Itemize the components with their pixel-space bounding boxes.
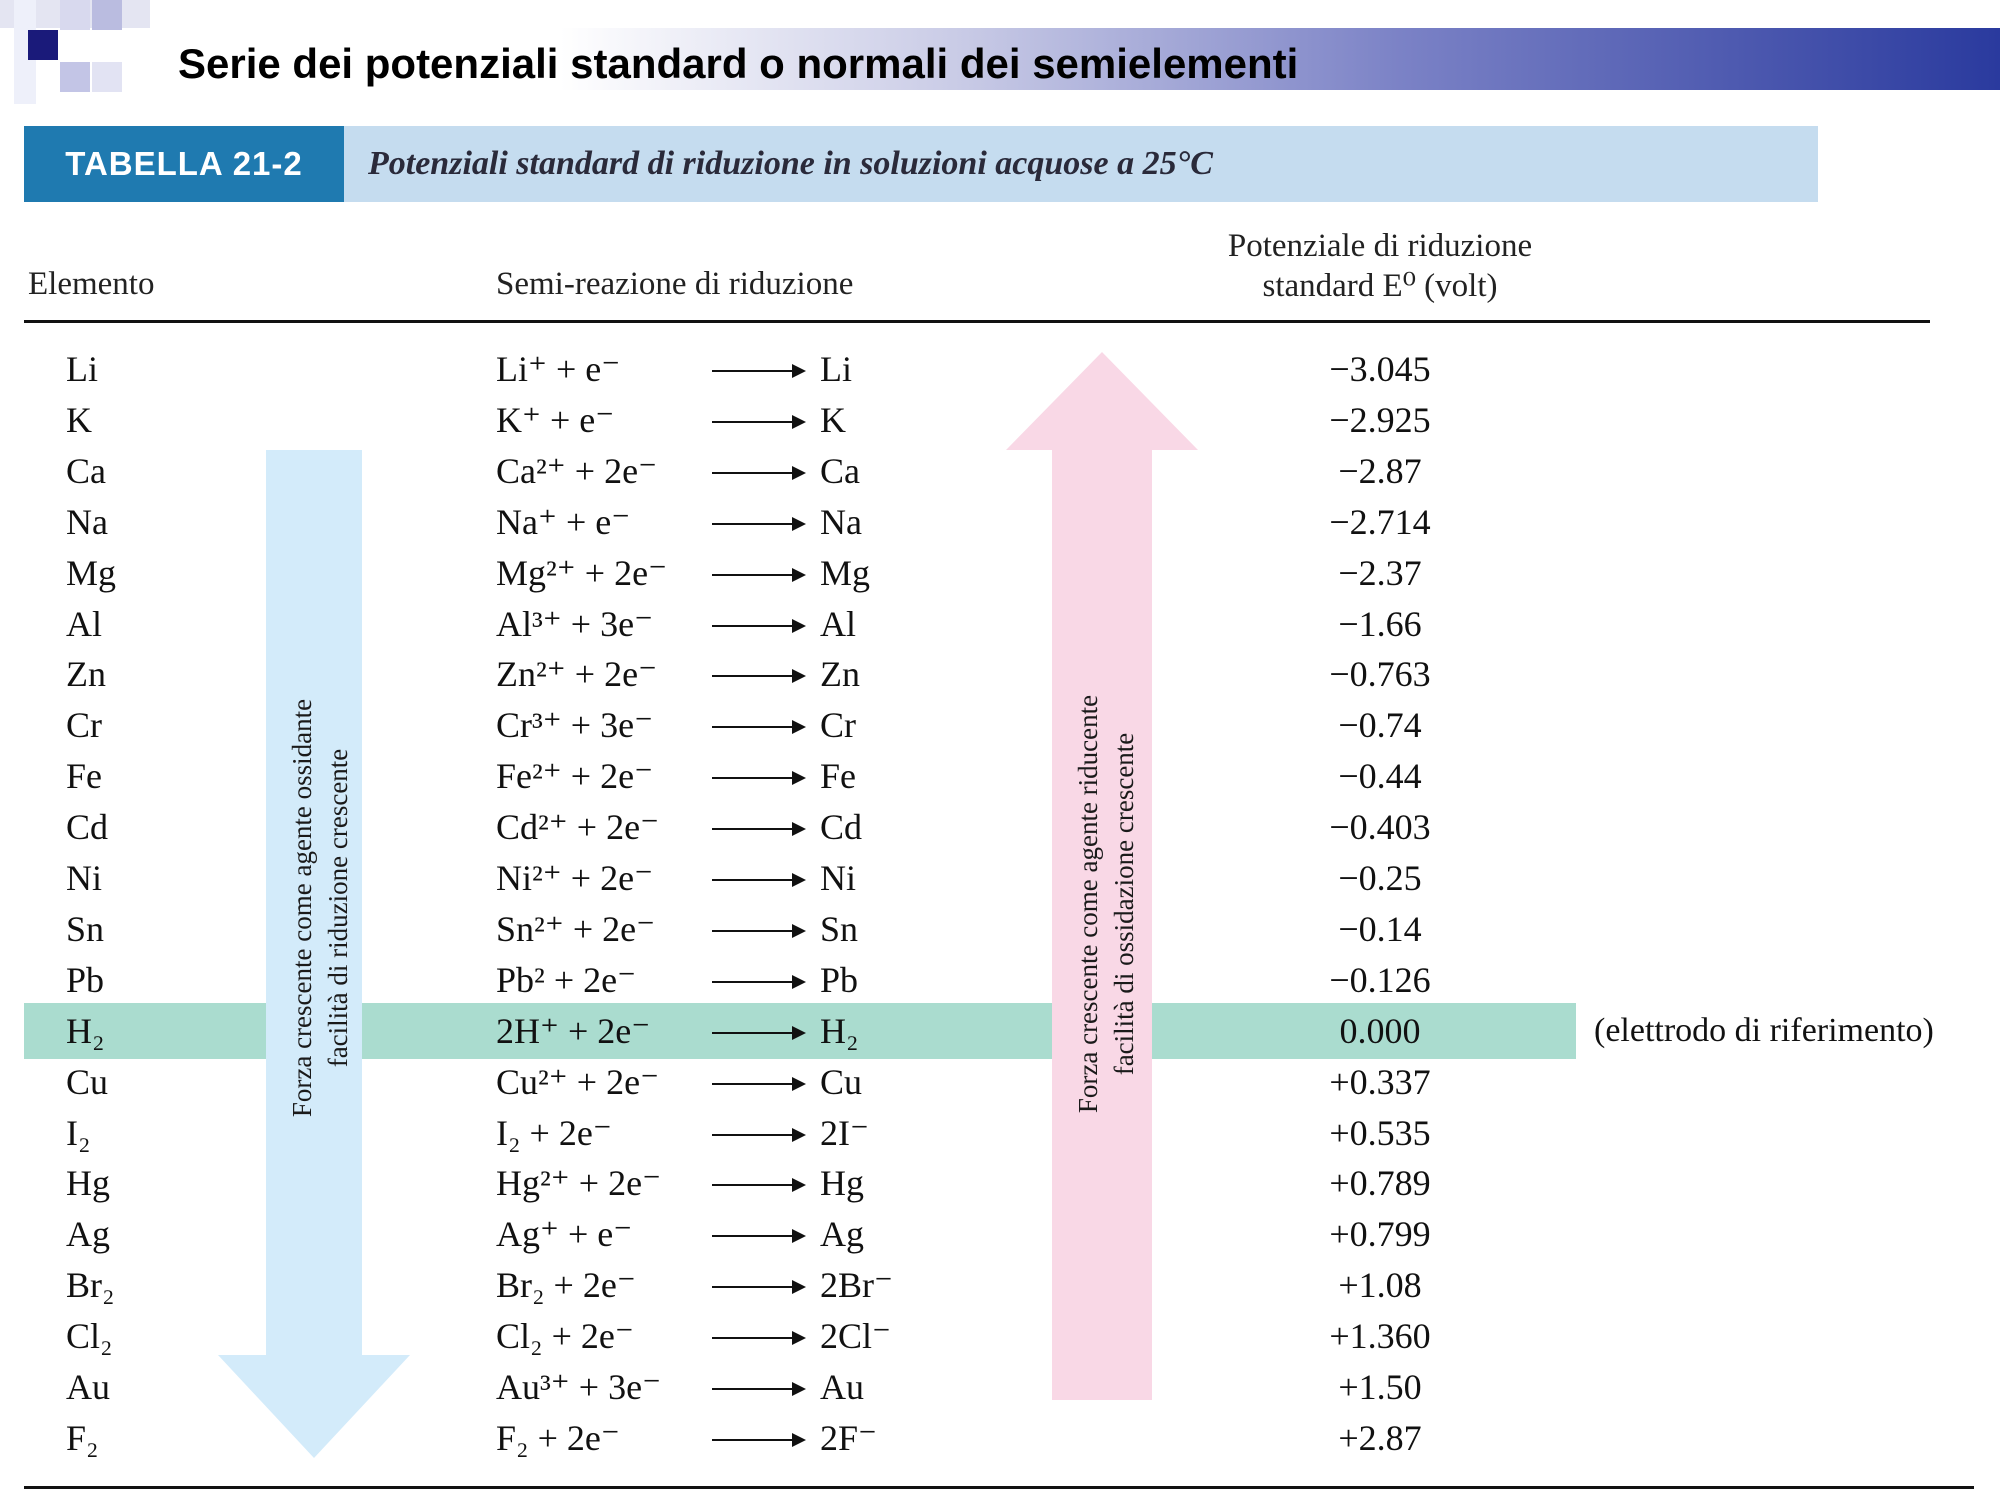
oxidized-form: Cd²⁺ + 2e⁻ (496, 807, 660, 847)
header-rule (24, 320, 1930, 323)
reaction-arrow-icon (712, 1083, 804, 1085)
oxidized-form: Fe²⁺ + 2e⁻ (496, 756, 654, 796)
standard-potential: −2.37 (1338, 553, 1422, 593)
element-symbol: Br₂ (66, 1265, 115, 1305)
reduced-form: Sn (820, 909, 859, 949)
reduced-form: 2Cl⁻ (820, 1316, 892, 1356)
reduced-form: Al (820, 604, 856, 644)
element-symbol: H₂ (66, 1011, 105, 1051)
standard-potential: −0.14 (1338, 909, 1422, 949)
reaction-arrow-icon (712, 1184, 804, 1186)
standard-potential: +0.535 (1329, 1113, 1431, 1153)
table-row (0, 700, 2000, 750)
corner-square-decoration (0, 0, 150, 110)
reaction-arrow-icon (712, 1032, 804, 1034)
oxidized-form: Na⁺ + e⁻ (496, 502, 631, 542)
reduced-form: H₂ (820, 1011, 859, 1051)
table-row (0, 599, 2000, 649)
reaction-arrow-icon (712, 421, 804, 423)
reduced-form: 2I⁻ (820, 1113, 869, 1153)
reduced-form: Li (820, 349, 852, 389)
reaction-arrow-icon (712, 828, 804, 830)
reaction-arrow-icon (712, 472, 804, 474)
standard-potential: −2.87 (1338, 451, 1422, 491)
slide-title: Serie dei potenziali standard o normali dei semielementi (178, 40, 1299, 87)
reduced-form: Cr (820, 705, 856, 745)
element-symbol: Mg (66, 553, 117, 593)
header-potential-line2: standard E⁰ (volt) (1262, 268, 1498, 304)
reaction-arrow-icon (712, 879, 804, 881)
standard-potential: +1.360 (1329, 1316, 1431, 1356)
standard-potential: −1.66 (1338, 604, 1422, 644)
header-potential-line1: Potenziale di riduzione (1227, 228, 1533, 264)
table-row (0, 1209, 2000, 1259)
table-row (0, 649, 2000, 699)
reaction-arrow-icon (712, 370, 804, 372)
reaction-arrow-icon (712, 981, 804, 983)
element-symbol: Li (66, 349, 98, 389)
standard-potential: +2.87 (1338, 1418, 1422, 1458)
table-row (0, 751, 2000, 801)
reduced-form: Ca (820, 451, 860, 491)
oxidized-form: Cl₂ + 2e⁻ (496, 1316, 634, 1356)
oxidized-form: F₂ + 2e⁻ (496, 1418, 620, 1458)
table-row (0, 1362, 2000, 1412)
oxidized-form: Au³⁺ + 3e⁻ (496, 1367, 662, 1407)
element-symbol: Hg (66, 1163, 110, 1203)
table-row (0, 548, 2000, 598)
table-caption: Potenziali standard di riduzione in soluzioni acquose a 25°C (368, 145, 1213, 182)
element-symbol: Ag (66, 1214, 110, 1254)
standard-potential: −0.25 (1338, 858, 1422, 898)
reaction-arrow-icon (712, 1134, 804, 1136)
standard-potential: −0.763 (1329, 654, 1431, 694)
element-symbol: K (66, 400, 92, 440)
oxidized-form: Pb² + 2e⁻ (496, 960, 637, 1000)
element-symbol: Au (66, 1367, 110, 1407)
element-symbol: Cl₂ (66, 1316, 113, 1356)
table-row (0, 802, 2000, 852)
standard-potential: +0.337 (1329, 1062, 1431, 1102)
standard-potential: +1.08 (1338, 1265, 1422, 1305)
oxidized-form: Hg²⁺ + 2e⁻ (496, 1163, 662, 1203)
standard-potential: −3.045 (1329, 349, 1431, 389)
oxidized-form: Sn²⁺ + 2e⁻ (496, 909, 656, 949)
oxidized-form: 2H⁺ + 2e⁻ (496, 1011, 651, 1051)
element-symbol: Cd (66, 807, 109, 847)
table-row (0, 904, 2000, 954)
oxidized-form: Mg²⁺ + 2e⁻ (496, 553, 668, 593)
table-row (0, 1260, 2000, 1310)
standard-potential: −0.126 (1329, 960, 1431, 1000)
reduced-form: Cu (820, 1062, 863, 1102)
bottom-rule (24, 1486, 1974, 1489)
table-row (0, 955, 2000, 1005)
element-symbol: Cr (66, 705, 102, 745)
standard-potential: −0.403 (1329, 807, 1431, 847)
reduced-form: Mg (820, 553, 871, 593)
reaction-arrow-icon (712, 1235, 804, 1237)
oxidizing-strength-line2: facilità di riduzione crescente (323, 748, 353, 1068)
standard-potential: +0.799 (1329, 1214, 1431, 1254)
standard-potential: +1.50 (1338, 1367, 1422, 1407)
header-reaction: Semi-reazione di riduzione (496, 266, 854, 302)
standard-potential: −0.44 (1338, 756, 1422, 796)
element-symbol: I₂ (66, 1113, 91, 1153)
table-row (0, 1108, 2000, 1158)
reduced-form: 2F⁻ (820, 1418, 878, 1458)
element-symbol: F₂ (66, 1418, 99, 1458)
element-symbol: Fe (66, 756, 102, 796)
oxidized-form: Cu²⁺ + 2e⁻ (496, 1062, 660, 1102)
standard-potential: −0.74 (1338, 705, 1422, 745)
header-element: Elemento (28, 266, 155, 302)
oxidized-form: Al³⁺ + 3e⁻ (496, 604, 654, 644)
table-row (0, 1413, 2000, 1463)
reduced-form: 2Br⁻ (820, 1265, 894, 1305)
oxidized-form: I₂ + 2e⁻ (496, 1113, 612, 1153)
reaction-arrow-icon (712, 523, 804, 525)
reduced-form: Hg (820, 1163, 864, 1203)
reaction-arrow-icon (712, 1388, 804, 1390)
oxidized-form: Ni²⁺ + 2e⁻ (496, 858, 654, 898)
element-symbol: Sn (66, 909, 105, 949)
oxidizing-strength-line1: Forza crescente come agente ossidante (287, 698, 317, 1118)
oxidized-form: K⁺ + e⁻ (496, 400, 615, 440)
standard-potential: −2.714 (1329, 502, 1431, 542)
reduced-form: Cd (820, 807, 863, 847)
table-row (0, 395, 2000, 445)
reduced-form: Ag (820, 1214, 864, 1254)
oxidized-form: Ca²⁺ + 2e⁻ (496, 451, 658, 491)
oxidized-form: Zn²⁺ + 2e⁻ (496, 654, 658, 694)
table-tag: TABELLA 21-2 (24, 126, 344, 202)
reaction-arrow-icon (712, 1337, 804, 1339)
element-symbol: Al (66, 604, 102, 644)
reducing-strength-line1: Forza crescente come agente riducente (1073, 694, 1103, 1114)
reaction-arrow-icon (712, 574, 804, 576)
reaction-arrow-icon (712, 1439, 804, 1441)
table-row (0, 446, 2000, 496)
reaction-arrow-icon (712, 675, 804, 677)
reference-note: (elettrodo di riferimento) (1594, 1012, 1934, 1049)
reduced-form: Zn (820, 654, 860, 694)
oxidized-form: Ag⁺ + e⁻ (496, 1214, 633, 1254)
table-row (0, 853, 2000, 903)
reaction-arrow-icon (712, 930, 804, 932)
table-row (0, 1057, 2000, 1107)
element-symbol: Zn (66, 654, 106, 694)
reduced-form: Na (820, 502, 862, 542)
reaction-arrow-icon (712, 625, 804, 627)
reduced-form: Au (820, 1367, 864, 1407)
table-row (0, 344, 2000, 394)
reaction-arrow-icon (712, 1286, 804, 1288)
element-symbol: Cu (66, 1062, 109, 1102)
reduced-form: K (820, 400, 846, 440)
header-potential (1130, 226, 1630, 306)
element-symbol: Ni (66, 858, 102, 898)
reduced-form: Fe (820, 756, 856, 796)
reduced-form: Ni (820, 858, 856, 898)
oxidized-form: Br₂ + 2e⁻ (496, 1265, 636, 1305)
table-banner (24, 126, 1818, 202)
reaction-arrow-icon (712, 777, 804, 779)
standard-potential: 0.000 (1339, 1011, 1421, 1051)
element-symbol: Ca (66, 451, 106, 491)
reducing-strength-line2: facilità di ossidazione crescente (1109, 732, 1139, 1076)
standard-potential: −2.925 (1329, 400, 1431, 440)
element-symbol: Na (66, 502, 108, 542)
table-row (0, 1311, 2000, 1361)
reaction-arrow-icon (712, 726, 804, 728)
table-row (0, 1158, 2000, 1208)
oxidized-form: Li⁺ + e⁻ (496, 349, 621, 389)
table-row (0, 497, 2000, 547)
standard-potential: +0.789 (1329, 1163, 1431, 1203)
element-symbol: Pb (66, 960, 105, 1000)
reduced-form: Pb (820, 960, 859, 1000)
oxidized-form: Cr³⁺ + 3e⁻ (496, 705, 654, 745)
